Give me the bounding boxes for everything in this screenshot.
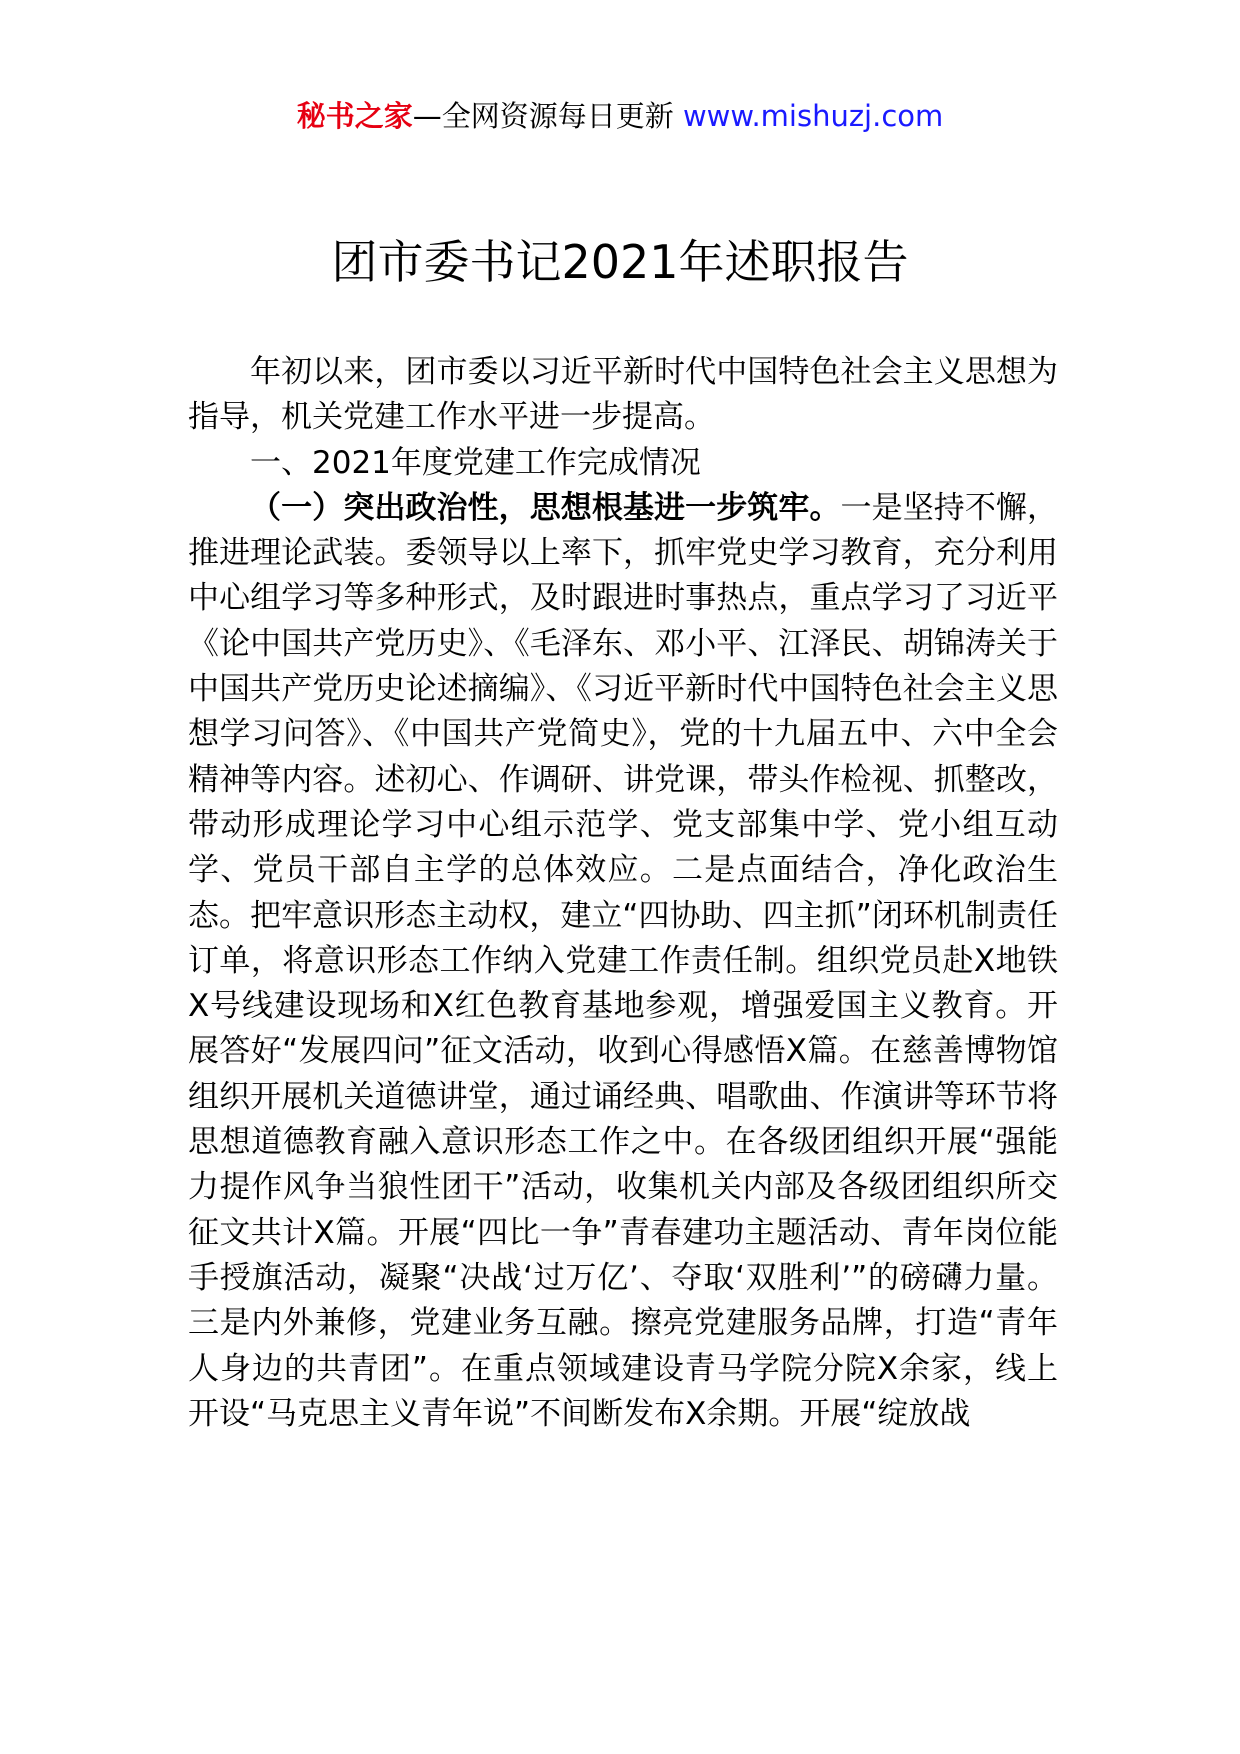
subsection-lead: （一）突出政治性，思想根基进一步筑牢。 (250, 489, 841, 526)
subsection-paragraph (188, 486, 1058, 1437)
document-title: 团市委书记2021年述职报告 (331, 235, 909, 289)
document-body (188, 350, 1058, 1437)
site-url-link[interactable]: www.mishuzj.com (682, 99, 944, 133)
subsection-body: 一是坚持不懈，推进理论武装。委领导以上率下，抓牢党史学习教育，充分利用中心组学习等多种形式，及时跟进时事热点，重点学习了习近平《论中国共产党历史》、《毛泽东、邓小平、江泽民、胡锦涛关于中国共产党历史论述摘编》、《习近平新时代中国特色社会主义思想学习问答》、《中国共产党简史》，党的十九届五中、六中全会精神等内容。述初心、作调研、讲党课，带头作检视、抓整改，带动形成理论学习中心组示范学、党支部集中学、党小组互动学、党员干部自主学的总体效应。二是点面结合，净化政治生态。把牢意识形态主动权，建立“四协助、四主抓”闭环机制责任订单，将意识形态工作纳入党建工作责任制。组织党员赴X地铁X号线建设现场和X红色教育基地参观，增强爱国主义教育。开展答好“发展四问”征文活动，收到心得感悟X篇。在慈善博物馆组织开展机关道德讲堂，通过诵经典、唱歌曲、作演讲等环节将思想道德教育融入意识形态工作之中。在各级团组织开展“强能力提作风争当狼性团干”活动，收集机关内部及各级团组织所交征文共计X篇。开展“四比一争”青春建功主题活动、青年岗位能手授旗活动，凝聚“决战‘过万亿’、夺取‘双胜利’”的磅礴力量。三是内外兼修，党建业务互融。擦亮党建服务品牌，打造“青年人身边的共青团”。在重点领域建设青马学院分院X余家，线上开设“马克思主义青年说”不间断发布X余期。开展“绽放战 (188, 489, 1059, 1432)
intro-paragraph: 年初以来，团市委以习近平新时代中国特色社会主义思想为指导，机关党建工作水平进一步提高。 (188, 354, 1058, 436)
brand-name: 秘书之家 (296, 99, 413, 133)
section-heading: 一、2021年度党建工作完成情况 (250, 444, 701, 481)
site-slogan: —全网资源每日更新 (412, 99, 674, 133)
site-header-banner (0, 96, 1240, 136)
